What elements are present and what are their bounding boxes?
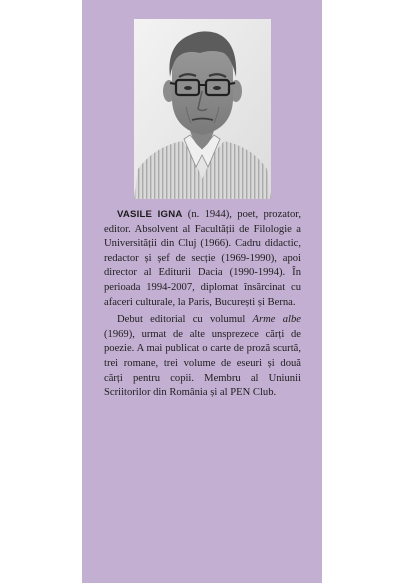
bio-paragraph-2 (104, 313, 301, 401)
bio-paragraph-2-end: (1969), urmat de alte unsprezece cărți de poezie. A mai publicat o carte de proză scurtă, trei romane, trei volume de eseuri și două cărți pentru copii. Membru al Uniunii Scriitorilor din România și al PEN Club. (104, 328, 301, 399)
author-photo-illustration (134, 19, 271, 199)
author-name: VASILE IGNA (117, 209, 183, 220)
bio-paragraph-1-text: (n. 1944), poet, prozator, editor. Absolvent al Facultății de Filologie a Universității din Cluj (1966). Cadru didactic, redactor și șef de secție (1969-1990), apoi director al Editurii Dacia (1990-1994). În perioada 1994-2007, diplomat însărcinat cu afaceri culturale, la Paris, București și Berna. (104, 209, 301, 308)
author-photo (134, 19, 271, 199)
bio-paragraph-2-start: Debut editorial cu volumul (117, 314, 253, 326)
author-flap (82, 0, 322, 583)
debut-book-title: Arme albe (252, 314, 301, 326)
bio-paragraph-1 (104, 208, 301, 310)
author-biography (104, 208, 301, 401)
